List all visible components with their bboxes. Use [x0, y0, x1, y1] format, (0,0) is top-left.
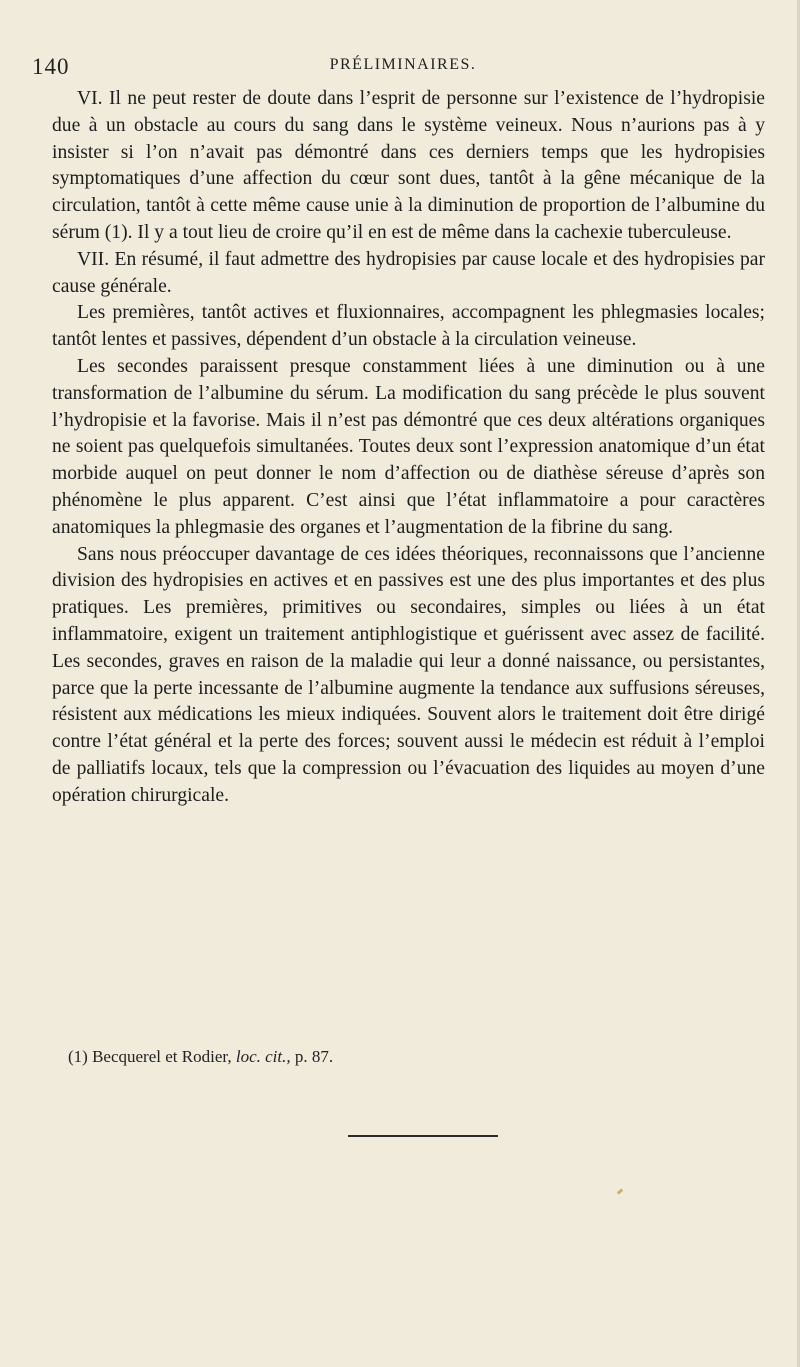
paper-speck	[617, 1188, 624, 1194]
footnote-page: p. 87.	[294, 1047, 334, 1066]
footnote	[68, 1047, 333, 1067]
footnote-citation: loc. cit.,	[235, 1047, 291, 1066]
paragraph-conclusion: Sans nous préoccuper davantage de ces idées théoriques, reconnaissons que l’ancienne division des hydropisies en actives et en passives est une des plus importantes et des plus pratiques. Les premières, primitives ou secondaires, simples ou liées à un état inflammatoire, exigent un traitement antiphlogistique et guérissent avec assez de facilité. Les secondes, graves en raison de la maladie qui leur a donné naissance, ou persistantes, parce que la perte incessante de l’albumine augmente la tendance aux suffusions séreuses, résistent aux médications les mieux indiquées. Souvent alors le traitement doit être dirigé contre l’état général et la perte des forces; souvent aussi le médecin est réduit à l’emploi de palliatifs locaux, tels que la compression ou l’évacuation des liquides au moyen d’une opération chirurgicale.	[52, 543, 765, 806]
main-text	[52, 86, 765, 810]
paragraph-section-vi: VI. Il ne peut rester de doute dans l’esprit de personne sur l’existence de l’hydropisie due à un obstacle au cours du sang dans le système veineux. Nous n’aurions pas à y insister si l’on n’avait pas démontré dans ces derniers temps que les hydropisies symptomatiques d’une affection du cœur sont dues, tantôt à la gêne mécanique de la circulation, tantôt à cette même cause unie à la diminution de proportion de l’albumine du sérum (1). Il y a tout lieu de croire qu’il en est de même dans la cachexie tuberculeuse.	[52, 88, 765, 243]
footnote-marker: (1)	[68, 1047, 88, 1066]
running-title: PRÉLIMINAIRES.	[329, 56, 477, 73]
page-number: 140	[32, 54, 70, 79]
footnote-authors: Becquerel et Rodier,	[92, 1047, 232, 1066]
paragraph-section-vii: VII. En résumé, il faut admettre des hydropisies par cause locale et des hydropisies par cause générale.	[52, 248, 765, 297]
closing-rule	[348, 1135, 498, 1137]
paragraph-premieres: Les premières, tantôt actives et fluxionnaires, accompagnent les phlegmasies locales; tantôt lentes et passives, dépendent d’un obstacle à la circulation veineuse.	[52, 302, 765, 351]
page-header	[32, 54, 774, 80]
paragraph-secondes: Les secondes paraissent presque constamment liées à une diminution ou à une transformation de l’albumine du sérum. La modification du sang précède le plus souvent l’hydropisie et la favorise. Mais il n’est pas démontré que ces deux altérations organiques ne soient pas quelquefois simultanées. Toutes deux sont l’expression anatomique d’un état morbide auquel on peut donner le nom d’affection ou de diathèse séreuse d’après son phénomène le plus apparent. C’est ainsi que l’état inflammatoire a pour caractères anatomiques la phlegmasie des organes et l’augmentation de la fibrine du sang.	[52, 355, 765, 538]
